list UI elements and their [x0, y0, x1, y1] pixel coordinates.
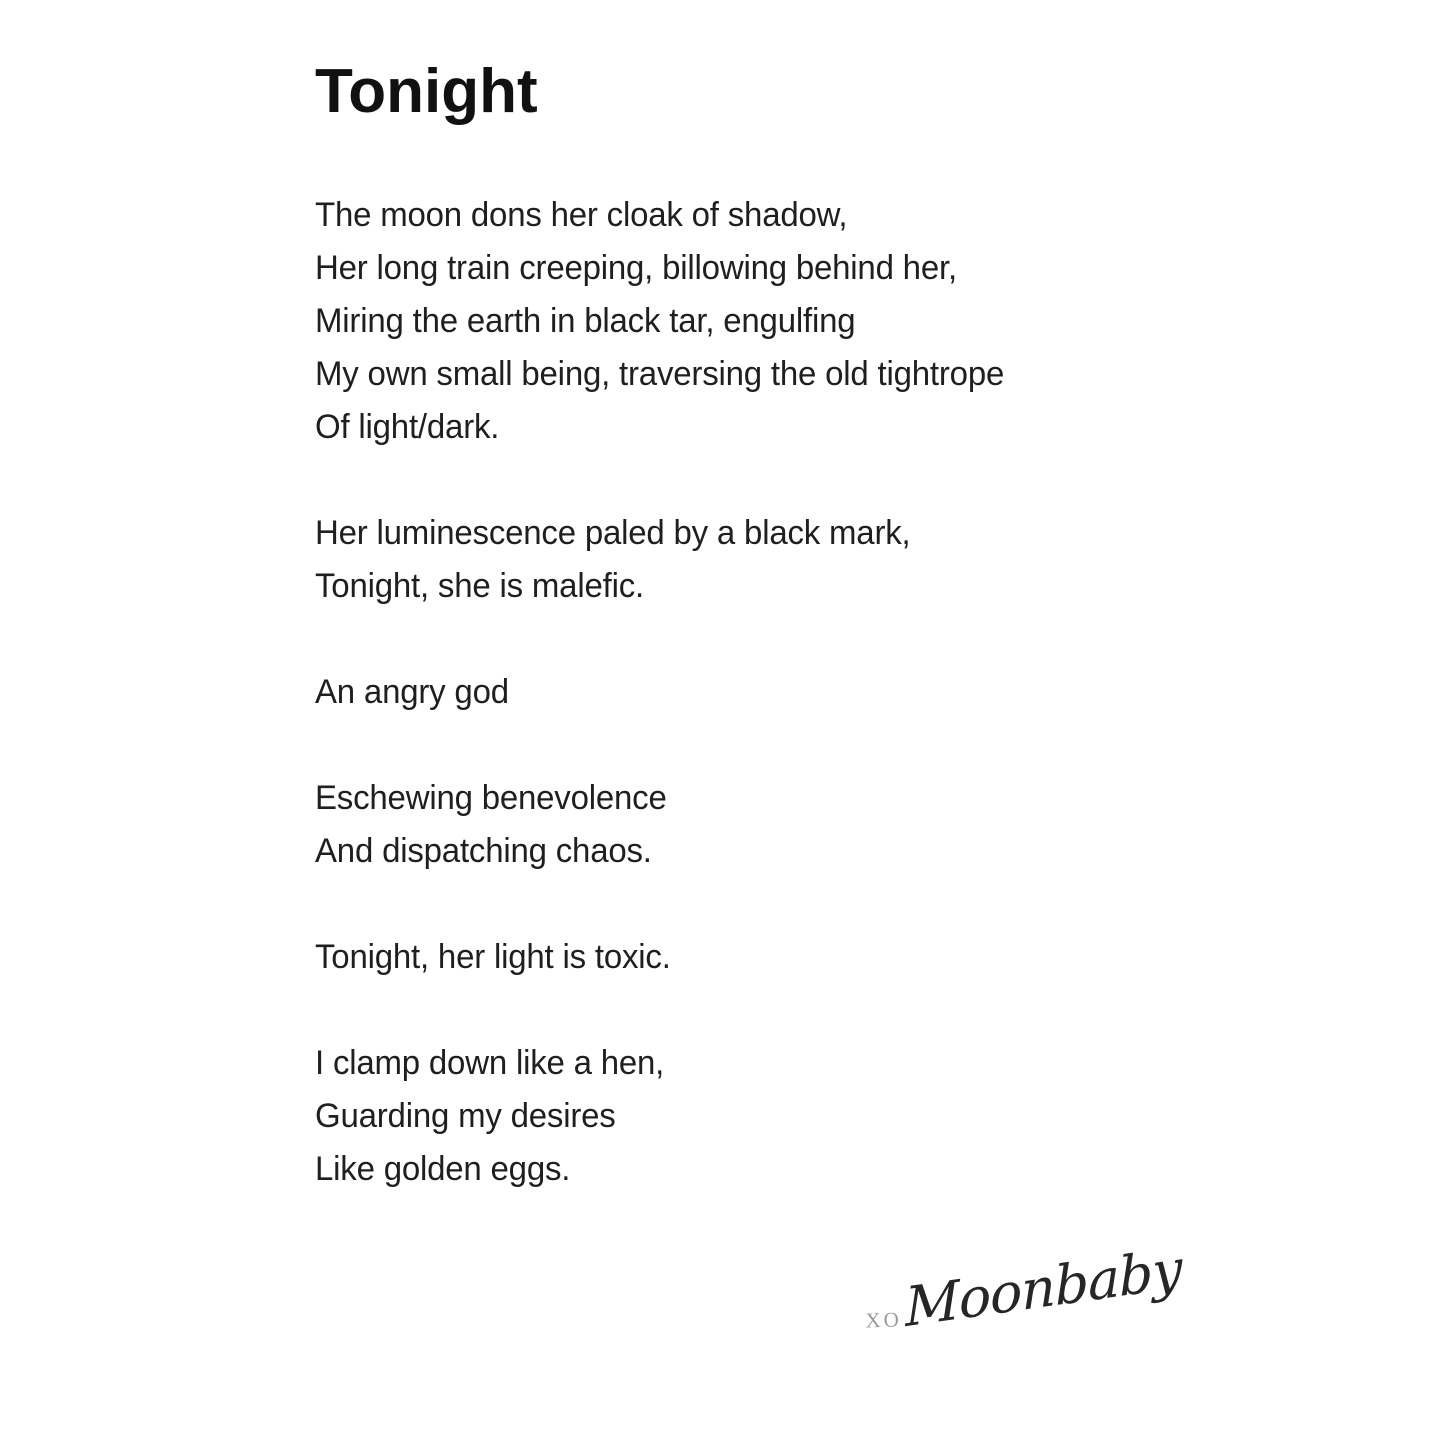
signature-xo-text: XO: [865, 1307, 903, 1333]
poem-content: [315, 56, 1195, 1249]
poem-line: Like golden eggs.: [315, 1150, 571, 1189]
poem-line: Her luminescence paled by a black mark,: [315, 514, 911, 553]
signature-name-text: Moonbaby: [904, 1237, 1183, 1340]
stanza-5: [315, 931, 1195, 984]
stanza-6: [315, 1037, 1195, 1196]
signature: [864, 1237, 1185, 1340]
poem-line: My own small being, traversing the old tightrope: [315, 355, 1005, 394]
stanza-4: [315, 772, 1195, 878]
poem-line: Of light/dark.: [315, 408, 500, 447]
poem-line: An angry god: [315, 673, 509, 712]
stanza-2: [315, 507, 1195, 613]
poem-line: Guarding my desires: [315, 1097, 616, 1136]
stanza-3: [315, 666, 1195, 719]
poem-line: Miring the earth in black tar, engulfing: [315, 302, 856, 341]
poem-line: Her long train creeping, billowing behind her,: [315, 249, 957, 288]
poem-line: Eschewing benevolence: [315, 779, 667, 818]
poem-line: The moon dons her cloak of shadow,: [315, 196, 848, 235]
poem-line: And dispatching chaos.: [315, 832, 652, 871]
stanza-1: [315, 189, 1195, 454]
poem-title: Tonight: [315, 57, 538, 126]
poem-line: Tonight, she is malefic.: [315, 567, 644, 606]
poem-line: Tonight, her light is toxic.: [315, 938, 671, 977]
poem-line: I clamp down like a hen,: [315, 1044, 665, 1083]
